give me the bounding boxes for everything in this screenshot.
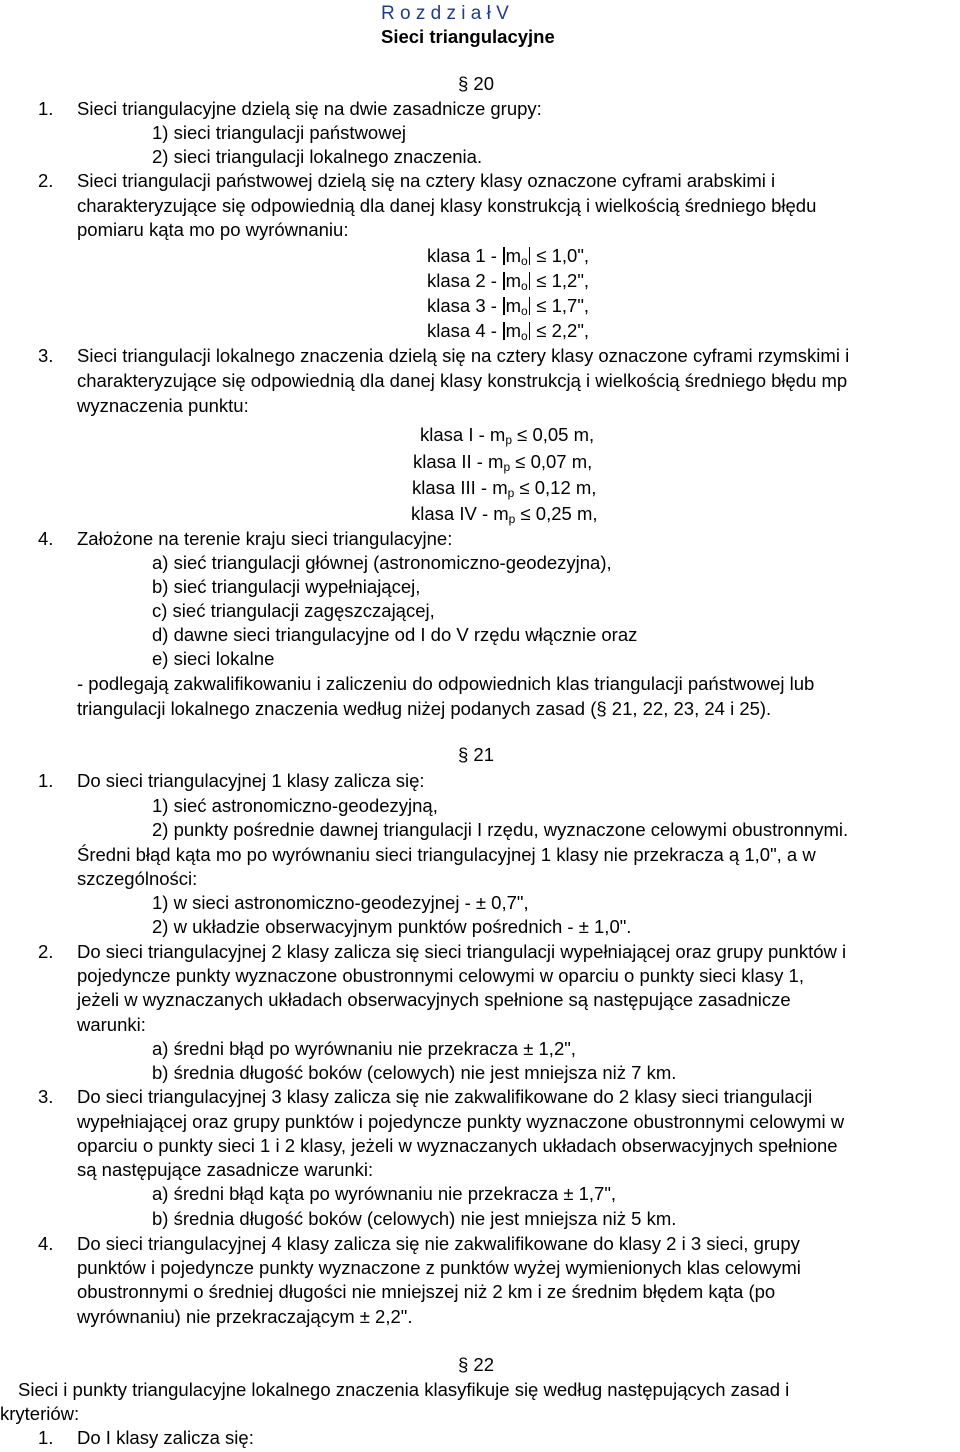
item-number: 1. — [38, 770, 54, 791]
class-subscript: o — [520, 304, 528, 318]
paragraph-line: Do sieci triangulacyjnej 4 klasy zalicza się nie zakwalifikowane do klasy 2 i 3 sieci, grupy — [77, 1233, 800, 1254]
chapter-label: R o z d z i a ł V — [381, 3, 509, 24]
paragraph-line: Sieci triangulacji państwowej dzielą się na cztery klasy oznaczone cyframi arabskimi i — [77, 170, 776, 191]
list-item: a) średni błąd po wyrównaniu nie przekracza ± 1,2", — [152, 1038, 576, 1059]
class-value: ≤ 2,2", — [536, 320, 590, 341]
list-item: 2) w układzie obserwacyjnym punktów pośrednich - ± 1,0". — [152, 916, 632, 937]
paragraph-line: Do sieci triangulacyjnej 1 klasy zalicza się: — [77, 770, 425, 791]
paragraph-line: - podlegają zakwalifikowaniu i zaliczeniu do odpowiednich klas triangulacji państwowej lub — [77, 673, 815, 694]
paragraph-line: Do I klasy zalicza się: — [77, 1427, 254, 1448]
paragraph-line: Sieci triangulacyjne dzielą się na dwie zasadnicze grupy: — [77, 98, 542, 119]
class-subscript: p — [507, 486, 515, 500]
paragraph-line: pojedyncze punkty wyznaczone obustronnymi celowymi w oparciu o punkty sieci klasy 1, — [77, 965, 804, 986]
class-label: klasa IV - m — [411, 503, 509, 524]
class-symbol: m — [505, 270, 521, 291]
item-number: 2. — [38, 170, 54, 191]
list-item: d) dawne sieci triangulacyjne od I do V rzędu włącznie oraz — [152, 624, 638, 645]
item-number: 4. — [38, 528, 54, 549]
paragraph-line: jeżeli w wyznaczanych układach obserwacyjnych spełnione są następujące zasadnicze — [77, 989, 791, 1010]
class-subscript: p — [505, 433, 513, 447]
section-heading-21: § 21 — [458, 744, 495, 765]
paragraph-line: pomiaru kąta mo po wyrównaniu: — [77, 219, 349, 240]
paragraph-line: charakteryzujące się odpowiednią dla danej klasy konstrukcją i wielkością średniego błędu — [77, 195, 817, 216]
paragraph-line: wypełniającej oraz grupy punktów i pojedyncze punkty wyznaczone obustronnymi celowymi w — [77, 1111, 845, 1132]
chapter-title: Sieci triangulacyjne — [381, 26, 555, 47]
paragraph-line: warunki: — [77, 1014, 146, 1035]
list-item: b) średnia długość boków (celowych) nie jest mniejsza niż 7 km. — [152, 1062, 677, 1083]
class-value: ≤ 0,07 m, — [515, 451, 593, 472]
list-item: c) sieć triangulacji zagęszczającej, — [152, 600, 435, 621]
class-label: klasa 1 - — [427, 245, 497, 266]
item-number: 1. — [38, 1427, 54, 1448]
class-label: klasa 3 - — [427, 295, 497, 316]
list-item: b) średnia długość boków (celowych) nie jest mniejsza niż 5 km. — [152, 1208, 677, 1229]
class-line — [413, 450, 592, 474]
class-line — [427, 319, 589, 343]
class-label: klasa II - m — [413, 451, 504, 472]
list-item: 1) sieci triangulacji państwowej — [152, 122, 406, 143]
class-subscript: p — [503, 460, 511, 474]
class-label: klasa I - m — [420, 424, 506, 445]
paragraph-line: szczególności: — [77, 868, 198, 889]
paragraph-line: kryteriów: — [0, 1403, 80, 1424]
class-value: ≤ 1,7", — [536, 295, 590, 316]
paragraph-line: Sieci triangulacji lokalnego znaczenia dzielą się na cztery klasy oznaczone cyframi rzymskimi i — [77, 345, 850, 366]
class-symbol: m — [505, 320, 521, 341]
paragraph-line: charakteryzujące się odpowiednią dla danej klasy konstrukcją i wielkością średniego błędu mp — [77, 370, 848, 391]
class-label: klasa 2 - — [427, 270, 497, 291]
paragraph-line: punktów i pojedyncze punkty wyznaczone z punktów wyżej wymienionych klas celowymi — [77, 1257, 801, 1278]
paragraph-line: Sieci i punkty triangulacyjne lokalnego znaczenia klasyfikuje się według następujących zasad i — [18, 1379, 790, 1400]
class-subscript: o — [520, 329, 528, 343]
class-subscript: p — [508, 512, 516, 526]
paragraph-line: Założone na terenie kraju sieci triangulacyjne: — [77, 528, 453, 549]
item-number: 3. — [38, 345, 54, 366]
class-line — [420, 423, 594, 447]
item-number: 3. — [38, 1086, 54, 1107]
class-line — [411, 502, 598, 526]
paragraph-line: są następujące zasadnicze warunki: — [77, 1159, 374, 1180]
paragraph-line: Średni błąd kąta mo po wyrównaniu sieci triangulacyjnej 1 klasy nie przekracza ą 1,0", a w — [77, 844, 816, 865]
item-number: 1. — [38, 98, 54, 119]
class-line — [427, 294, 589, 318]
section-heading-20: § 20 — [458, 73, 495, 94]
list-item: e) sieci lokalne — [152, 648, 275, 669]
class-line — [427, 269, 589, 293]
item-number: 4. — [38, 1233, 54, 1254]
list-item: a) średni błąd kąta po wyrównaniu nie przekracza ± 1,7", — [152, 1183, 617, 1204]
class-line — [412, 476, 596, 500]
class-subscript: o — [520, 279, 528, 293]
class-value: ≤ 1,2", — [536, 270, 590, 291]
class-value: ≤ 0,05 m, — [517, 424, 595, 445]
class-value: ≤ 1,0", — [536, 245, 590, 266]
list-item: 2) punkty pośrednie dawnej triangulacji I rzędu, wyznaczone celowymi obustronnymi. — [152, 819, 849, 840]
class-subscript: o — [520, 254, 528, 268]
class-symbol: m — [505, 245, 521, 266]
paragraph-line: oparciu o punkty sieci 1 i 2 klasy, jeżeli w wyznaczanych układach obserwacyjnych spełnione — [77, 1135, 838, 1156]
list-item: a) sieć triangulacji głównej (astronomiczno-geodezyjna), — [152, 552, 612, 573]
list-item: b) sieć triangulacji wypełniającej, — [152, 576, 421, 597]
paragraph-line: obustronnymi o średniej długości nie mniejszej niż 2 km i ze średnim błędem kąta (po — [77, 1281, 776, 1302]
class-label: klasa III - m — [412, 477, 508, 498]
paragraph-line: triangulacji lokalnego znaczenia według niżej podanych zasad (§ 21, 22, 23, 24 i 25). — [77, 698, 772, 719]
paragraph-line: wyrównaniu) nie przekraczającym ± 2,2". — [77, 1306, 413, 1327]
class-label: klasa 4 - — [427, 320, 497, 341]
class-value: ≤ 0,25 m, — [520, 503, 598, 524]
item-number: 2. — [38, 941, 54, 962]
list-item: 1) w sieci astronomiczno-geodezyjnej - ± 0,7", — [152, 892, 529, 913]
paragraph-line: Do sieci triangulacyjnej 2 klasy zalicza się sieci triangulacji wypełniającej oraz grupy punktów i — [77, 941, 847, 962]
list-item: 2) sieci triangulacji lokalnego znaczenia. — [152, 146, 483, 167]
paragraph-line: Do sieci triangulacyjnej 3 klasy zalicza się nie zakwalifikowane do 2 klasy sieci triangulacji — [77, 1086, 813, 1107]
list-item: 1) sieć astronomiczno-geodezyjną, — [152, 795, 438, 816]
class-symbol: m — [505, 295, 521, 316]
section-heading-22: § 22 — [458, 1354, 495, 1375]
class-value: ≤ 0,12 m, — [519, 477, 597, 498]
paragraph-line: wyznaczenia punktu: — [77, 395, 249, 416]
class-line — [427, 244, 589, 268]
